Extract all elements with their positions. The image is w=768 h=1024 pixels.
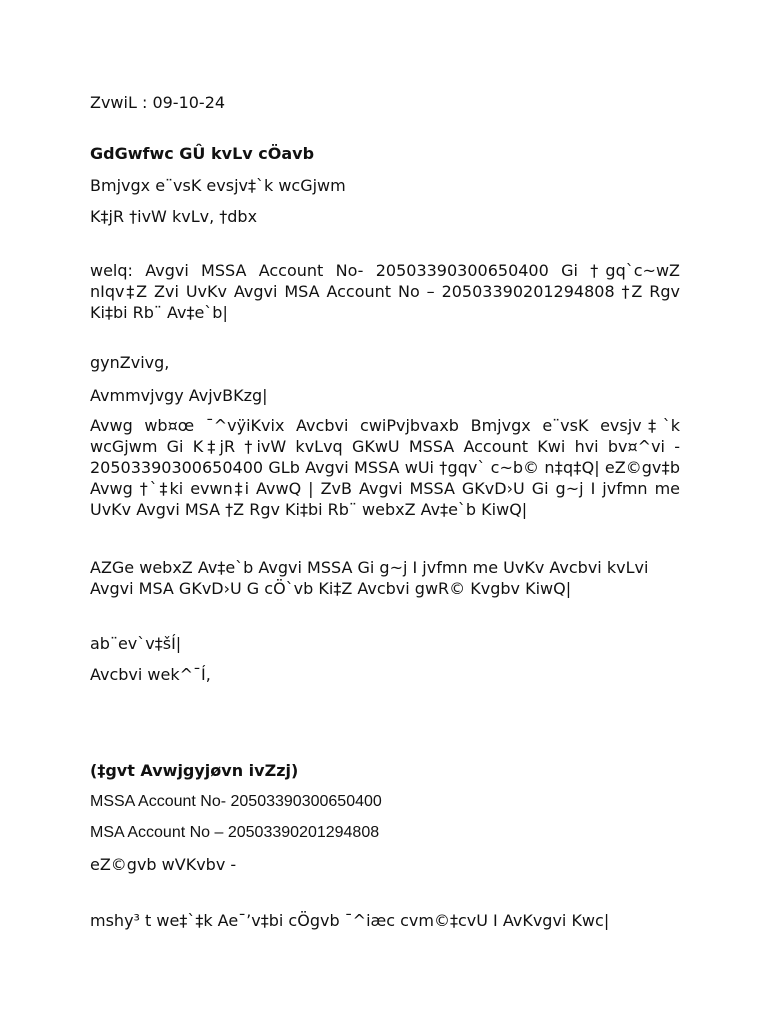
recipient-bank: Bmjvgx e¨vsK evsjv‡`k wcGjwm <box>90 176 346 195</box>
signature-name: (‡gvt Avwjgyjøvn ivZzj) <box>90 761 299 780</box>
salutation: gynZvivg, <box>90 353 170 372</box>
body-paragraph-2 <box>90 557 680 599</box>
greeting: Avmmvjvgy AvjvBKzg| <box>90 386 268 405</box>
signature-address: eZ©gvb wVKvbv - <box>90 855 237 874</box>
closing-yours: Avcbvi wek^¯Í, <box>90 665 211 684</box>
subject-paragraph <box>90 260 680 323</box>
signature-msa-account: MSA Account No – 20503390201294808 <box>90 824 380 841</box>
body-paragraph-1 <box>90 415 680 520</box>
subject-text: welq: Avgvi MSSA Account No- 20503390300650400 Gi †gq`c~wZ nIqv‡Z Zvi UvKv Avgvi MSA Account No – 20503390201294808 †Z Rgv Ki‡bi Rb¨ Av‡e`b| <box>90 261 680 322</box>
recipient-title: GdGwfwc GÛ kvLv cÖavb <box>90 144 315 163</box>
body-paragraph-1-text: Avwg wb¤œ ¯^vÿiKvix Avcbvi cwiPvjbvaxb Bmjvgx e¨vsK evsjv‡`k wcGjwm Gi K‡jR †ivW kvLvq GKwU MSSA Account Kwi hvi bv¤^vi - 20503390300650400 GLb Avgvi MSSA wUi †gqv` c~b© n‡q‡Q| eZ©gv‡b Avwg †`‡ki evwn‡i AvwQ | ZvB Avgvi MSSA GKvD›U Gi g~j I jvfmn me UvKv Avgvi MSA †Z Rgv Ki‡bi Rb¨ webxZ Av‡e`b KiwQ| <box>90 416 680 519</box>
recipient-branch: K‡jR †ivW kvLv, †dbx <box>90 207 258 226</box>
signature-mssa-account: MSSA Account No- 20503390300650400 <box>90 793 382 810</box>
attachment-note: mshy³ t we‡`‡k Ae¯’v‡bi cÖgvb ¯^iæc cvm©‡cvU I AvKvgvi Kwc| <box>90 911 610 930</box>
closing-thanks: ab¨ev`v‡šÍ| <box>90 634 182 653</box>
date-line: ZvwiL : 09-10-24 <box>90 93 226 112</box>
body-paragraph-2-text: AZGe webxZ Av‡e`b Avgvi MSSA Gi g~j I jvfmn me UvKv Avcbvi kvLvi Avgvi MSA GKvD›U G cÖ`vb Ki‡Z Avcbvi gwR© Kvgbv KiwQ| <box>90 558 649 598</box>
